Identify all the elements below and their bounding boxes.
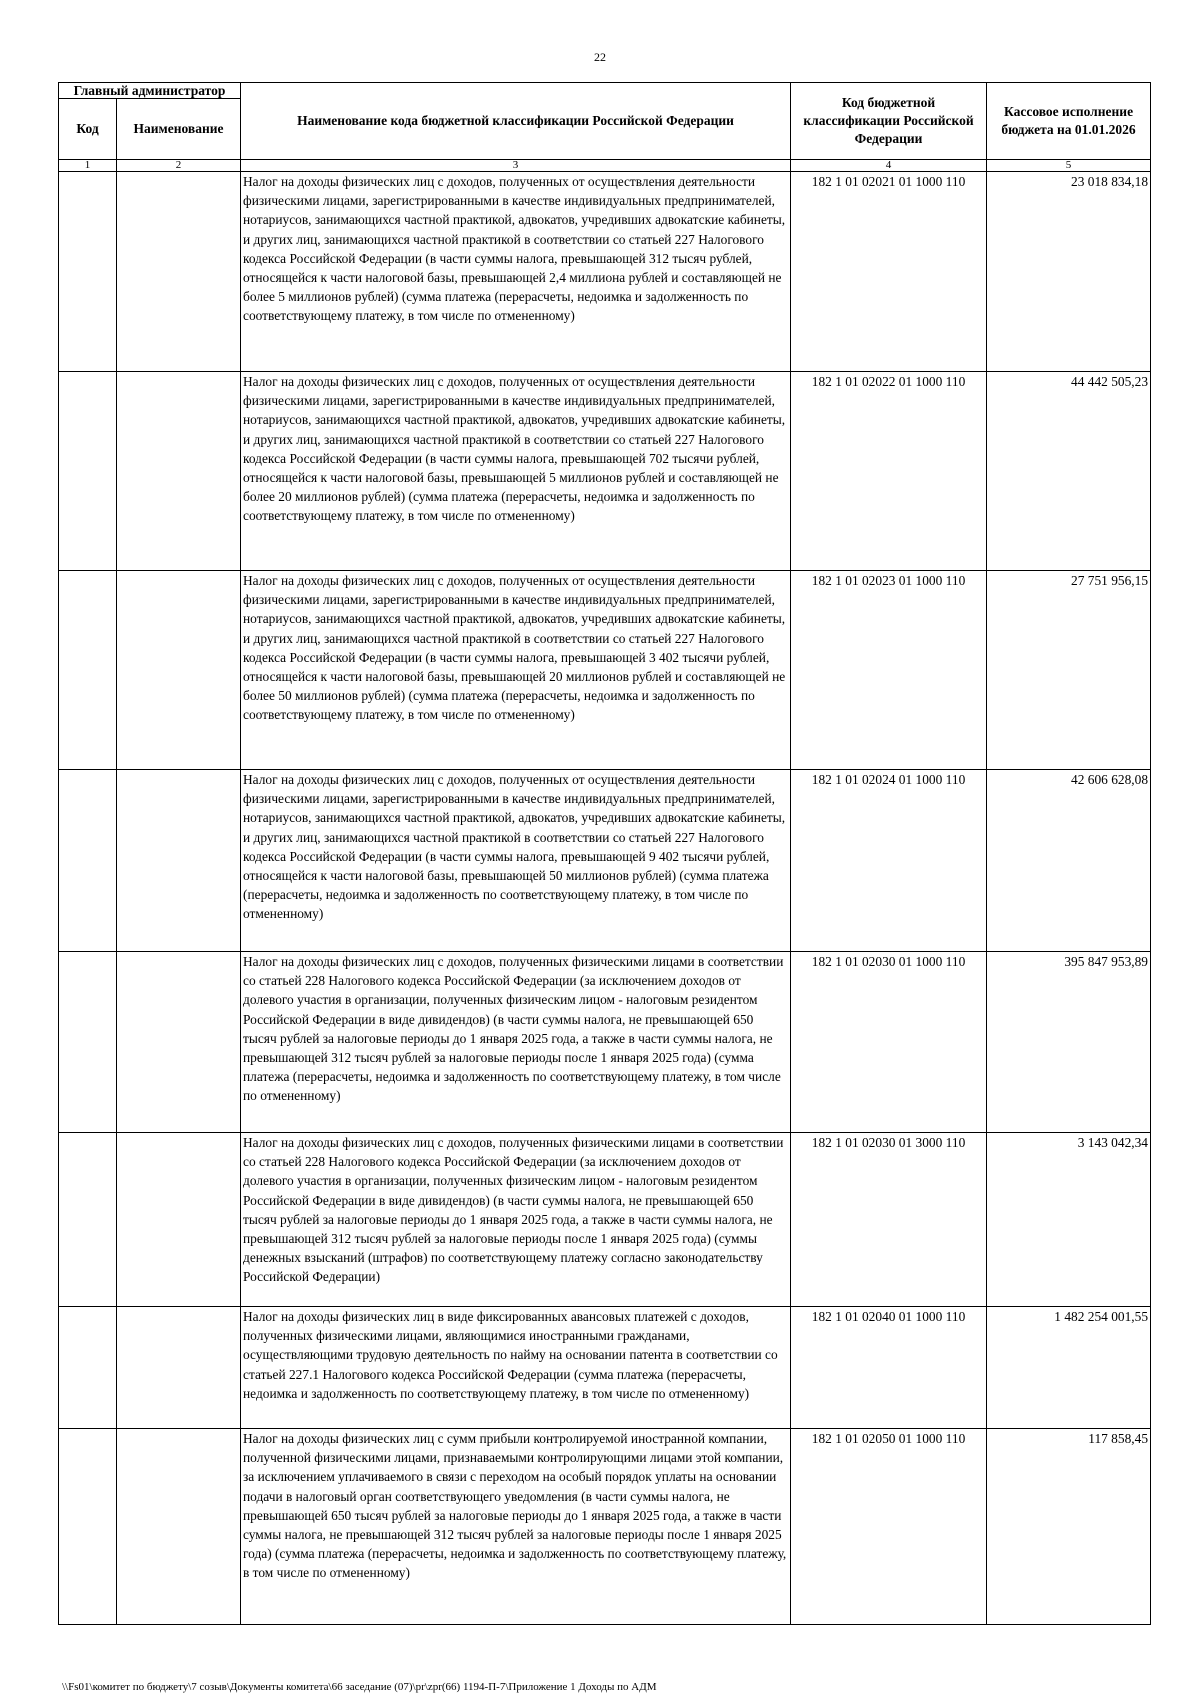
kbk-code-cell: 182 1 01 02024 01 1000 110 xyxy=(791,770,987,952)
admin-code-cell xyxy=(59,1429,117,1625)
admin-code-cell xyxy=(59,770,117,952)
kbk-name-cell: Налог на доходы физических лиц с доходов, полученных от осуществления деятельности физическими лицами, зарегистрированными в качестве индивидуальных предпринимателей, нотариусов, занимающихся частной практикой, адвокатов, учредивших адвокатские кабинеты, и других лиц, занимающихся частной практикой в соответствии со статьей 227 Налогового кодекса Российской Федерации (в части суммы налога, превышающей 9 402 тысячи рублей, относящейся к части налоговой базы, превышающей 50 миллионов рублей) (сумма платежа (перерасчеты, недоимка и задолженность по соответствующему платежу, в том числе по отмененному) xyxy=(241,770,791,952)
admin-name-cell xyxy=(117,1133,241,1307)
table-row xyxy=(59,952,1151,1133)
column-number: 4 xyxy=(791,160,987,172)
kbk-code-cell: 182 1 01 02050 01 1000 110 xyxy=(791,1429,987,1625)
kbk-name-cell: Налог на доходы физических лиц с доходов, полученных физическими лицами в соответствии со статьей 228 Налогового кодекса Российской Федерации (за исключением доходов от долевого участия в организации, полученных физическим лицом - налоговым резидентом Российской Федерации в виде дивидендов) (в части суммы налога, не превышающей 650 тысяч рублей за налоговые периоды до 1 января 2025 года, а также в части суммы налога, не превышающей 312 тысяч рублей за налоговые периоды после 1 января 2025 года) (суммы денежных взысканий (штрафов) по соответствующему платежу согласно законодательству Российской Федерации) xyxy=(241,1133,791,1307)
amount-cell: 395 847 953,89 xyxy=(987,952,1151,1133)
table-row xyxy=(59,1429,1151,1625)
admin-code-cell xyxy=(59,372,117,571)
amount-cell: 42 606 628,08 xyxy=(987,770,1151,952)
column-number: 3 xyxy=(241,160,791,172)
admin-code-cell xyxy=(59,1133,117,1307)
kbk-code-cell: 182 1 01 02040 01 1000 110 xyxy=(791,1307,987,1429)
table-row xyxy=(59,571,1151,770)
amount-cell: 3 143 042,34 xyxy=(987,1133,1151,1307)
kbk-code-cell: 182 1 01 02023 01 1000 110 xyxy=(791,571,987,770)
budget-table xyxy=(58,82,1151,1625)
admin-name-cell xyxy=(117,1429,241,1625)
admin-name-cell xyxy=(117,770,241,952)
document-file-path: \\Fs01\комитет по бюджету\7 созыв\Документы комитета\66 заседание (07)\pr\zpr(66) 1194-П-7\Приложение 1 Доходы по АДМ xyxy=(62,1681,657,1693)
kbk-name-cell: Налог на доходы физических лиц с доходов, полученных от осуществления деятельности физическими лицами, зарегистрированными в качестве индивидуальных предпринимателей, нотариусов, занимающихся частной практикой, адвокатов, учредивших адвокатские кабинеты, и других лиц, занимающихся частной практикой в соответствии со статьей 227 Налогового кодекса Российской Федерации (в части суммы налога, превышающей 312 тысяч рублей, относящейся к части налоговой базы, превышающей 2,4 миллиона рублей и составляющей не более 5 миллионов рублей) (сумма платежа (перерасчеты, недоимка и задолженность по соответствующему платежу, в том числе по отмененному) xyxy=(241,172,791,372)
admin-code-cell xyxy=(59,952,117,1133)
admin-code-cell xyxy=(59,571,117,770)
kbk-code-cell: 182 1 01 02030 01 3000 110 xyxy=(791,1133,987,1307)
kbk-name-cell: Налог на доходы физических лиц с доходов, полученных от осуществления деятельности физическими лицами, зарегистрированными в качестве индивидуальных предпринимателей, нотариусов, занимающихся частной практикой, адвокатов, учредивших адвокатские кабинеты, и других лиц, занимающихся частной практикой в соответствии со статьей 227 Налогового кодекса Российской Федерации (в части суммы налога, превышающей 702 тысячи рублей, относящейся к части налоговой базы, превышающей 5 миллионов рублей и составляющей не более 20 миллионов рублей) (сумма платежа (перерасчеты, недоимка и задолженность по соответствующему платежу, в том числе по отмененному) xyxy=(241,372,791,571)
kbk-name-cell: Налог на доходы физических лиц с доходов, полученных физическими лицами в соответствии со статьей 228 Налогового кодекса Российской Федерации (за исключением доходов от долевого участия в организации, полученных физическим лицом - налоговым резидентом Российской Федерации в виде дивидендов) (в части суммы налога, не превышающей 650 тысяч рублей за налоговые периоды до 1 января 2025 года, а также в части суммы налога, не превышающей 312 тысяч рублей за налоговые периоды после 1 января 2025 года) (сумма платежа (перерасчеты, недоимка и задолженность по соответствующему платежу, в том числе по отмененному) xyxy=(241,952,791,1133)
amount-cell: 44 442 505,23 xyxy=(987,372,1151,571)
admin-name-cell xyxy=(117,172,241,372)
header-admin-name: Наименование xyxy=(117,99,241,160)
amount-cell: 27 751 956,15 xyxy=(987,571,1151,770)
amount-cell: 23 018 834,18 xyxy=(987,172,1151,372)
column-number-row xyxy=(59,160,1151,172)
header-admin-code: Код xyxy=(59,99,117,160)
table-row xyxy=(59,172,1151,372)
kbk-code-cell: 182 1 01 02030 01 1000 110 xyxy=(791,952,987,1133)
kbk-name-cell: Налог на доходы физических лиц с доходов, полученных от осуществления деятельности физическими лицами, зарегистрированными в качестве индивидуальных предпринимателей, нотариусов, занимающихся частной практикой, адвокатов, учредивших адвокатские кабинеты, и других лиц, занимающихся частной практикой в соответствии со статьей 227 Налогового кодекса Российской Федерации (в части суммы налога, превышающей 3 402 тысячи рублей, относящейся к части налоговой базы, превышающей 20 миллионов рублей и составляющей не более 50 миллионов рублей) (сумма платежа (перерасчеты, недоимка и задолженность по соответствующему платежу, в том числе по отмененному) xyxy=(241,571,791,770)
admin-code-cell xyxy=(59,1307,117,1429)
kbk-name-cell: Налог на доходы физических лиц с сумм прибыли контролируемой иностранной компании, полученной физическими лицами, признаваемыми контролирующими лицами этой компании, за исключением уплачиваемого в связи с переходом на особый порядок уплаты на основании подачи в налоговый орган соответствующего уведомления (в части суммы налога, не превышающей 650 тысяч рублей за налоговые периоды до 1 января 2025 года, а также в части суммы налога, не превышающей 312 тысяч рублей за налоговые периоды после 1 января 2025 года) (сумма платежа (перерасчеты, недоимка и задолженность по соответствующему платежу, в том числе по отмененному) xyxy=(241,1429,791,1625)
header-main-administrator: Главный администратор xyxy=(59,83,241,99)
admin-name-cell xyxy=(117,372,241,571)
table-row xyxy=(59,1133,1151,1307)
header-kbk-code: Код бюджетной классификации Российской Федерации xyxy=(791,83,987,160)
admin-name-cell xyxy=(117,571,241,770)
kbk-code-cell: 182 1 01 02022 01 1000 110 xyxy=(791,372,987,571)
table-row xyxy=(59,1307,1151,1429)
amount-cell: 117 858,45 xyxy=(987,1429,1151,1625)
header-kbk-name: Наименование кода бюджетной классификации Российской Федерации xyxy=(241,83,791,160)
table-row xyxy=(59,372,1151,571)
amount-cell: 1 482 254 001,55 xyxy=(987,1307,1151,1429)
header-amount: Кассовое исполнение бюджета на 01.01.2026 xyxy=(987,83,1151,160)
column-number: 5 xyxy=(987,160,1151,172)
admin-code-cell xyxy=(59,172,117,372)
column-number: 1 xyxy=(59,160,117,172)
page-number: 22 xyxy=(594,50,606,64)
admin-name-cell xyxy=(117,952,241,1133)
table-row xyxy=(59,770,1151,952)
admin-name-cell xyxy=(117,1307,241,1429)
kbk-name-cell: Налог на доходы физических лиц в виде фиксированных авансовых платежей с доходов, полученных физическими лицами, являющимися иностранными гражданами, осуществляющими трудовую деятельность по найму на основании патента в соответствии со статьей 227.1 Налогового кодекса Российской Федерации (сумма платежа (перерасчеты, недоимка и задолженность по соответствующему платежу, в том числе по отмененному) xyxy=(241,1307,791,1429)
column-number: 2 xyxy=(117,160,241,172)
kbk-code-cell: 182 1 01 02021 01 1000 110 xyxy=(791,172,987,372)
